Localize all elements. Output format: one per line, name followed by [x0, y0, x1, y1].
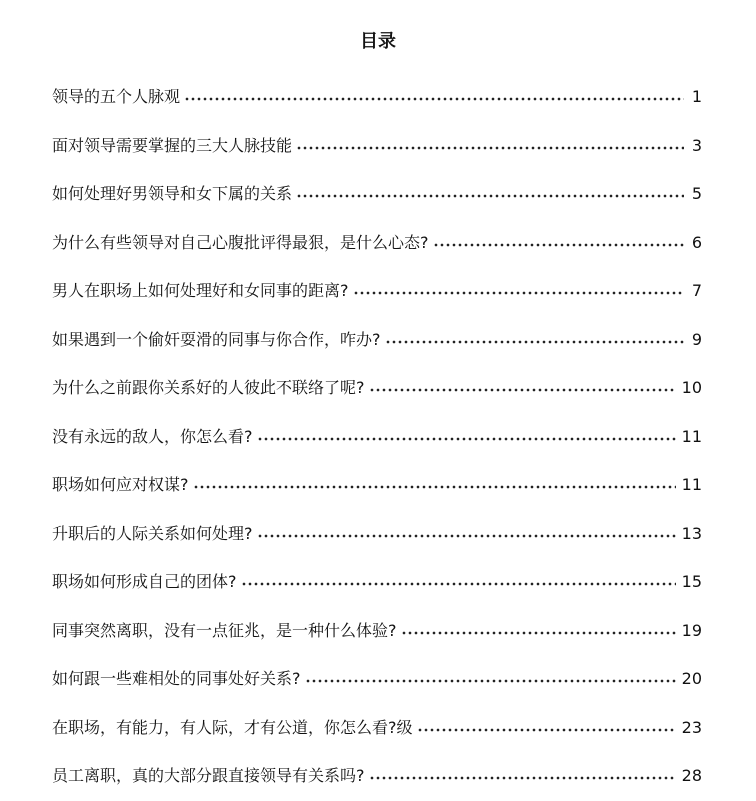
dot-leader: [305, 679, 676, 683]
dot-leader: [184, 97, 684, 101]
toc-title: 目录: [360, 31, 396, 52]
toc-entry[interactable]: [52, 122, 702, 171]
dot-leader: [433, 243, 685, 247]
toc-page-number: 20: [681, 669, 702, 689]
toc-entry-text: 如何跟一些难相处的同事处好关系?: [52, 669, 301, 689]
toc-page-number: 3: [691, 135, 702, 155]
toc-entry[interactable]: [52, 655, 702, 704]
toc-entry[interactable]: [52, 170, 702, 219]
toc-entry-text: 领导的五个人脉观: [52, 87, 181, 107]
dot-leader: [369, 388, 676, 392]
toc-page-number: 7: [691, 281, 702, 301]
toc-entry[interactable]: [52, 461, 702, 510]
toc-page-number: 15: [681, 572, 702, 592]
toc-entry[interactable]: [52, 558, 702, 607]
toc-entry[interactable]: [52, 510, 702, 559]
toc-entry[interactable]: [52, 704, 702, 753]
toc-entry-text: 没有永远的敌人，你怎么看?: [52, 426, 253, 446]
toc-entry[interactable]: [52, 219, 702, 268]
toc-page-number: 5: [691, 184, 702, 204]
toc-entry-text: 如果遇到一个偷奸耍滑的同事与你合作，咋办?: [52, 329, 381, 349]
toc-entry-text: 男人在职场上如何处理好和女同事的距离?: [52, 281, 349, 301]
toc-page-number: 10: [681, 378, 702, 398]
toc-entry-text: 职场如何形成自己的团体?: [52, 572, 237, 592]
toc-page-number: 19: [681, 620, 702, 640]
toc-page-number: 9: [691, 329, 702, 349]
toc-entry-text: 面对领导需要掌握的三大人脉技能: [52, 135, 293, 155]
toc-entry[interactable]: [52, 364, 702, 413]
toc-entry-text: 如何处理好男领导和女下属的关系: [52, 184, 293, 204]
toc-entry[interactable]: [52, 752, 702, 801]
toc-list: [52, 73, 702, 801]
dot-leader: [241, 582, 676, 586]
toc-entry-text: 职场如何应对权谋?: [52, 475, 189, 495]
toc-page-number: 23: [681, 717, 702, 737]
toc-entry-text: 同事突然离职，没有一点征兆，是一种什么体验?: [52, 620, 397, 640]
toc-entry-text: 在职场，有能力，有人际，才有公道，你怎么看?级: [52, 717, 413, 737]
toc-entry-text: 升职后的人际关系如何处理?: [52, 523, 253, 543]
toc-entry[interactable]: [52, 413, 702, 462]
dot-leader: [257, 534, 676, 538]
dot-leader: [257, 437, 676, 441]
toc-page-number: 28: [681, 766, 702, 786]
toc-entry[interactable]: [52, 267, 702, 316]
dot-leader: [385, 340, 685, 344]
dot-leader: [193, 485, 676, 489]
toc-page-number: 6: [691, 232, 702, 252]
dot-leader: [296, 194, 684, 198]
toc-entry-text: 员工离职，真的大部分跟直接领导有关系吗?: [52, 766, 365, 786]
toc-entry[interactable]: [52, 73, 702, 122]
dot-leader: [296, 146, 684, 150]
toc-page-number: 13: [681, 523, 702, 543]
toc-page-number: 1: [691, 87, 702, 107]
toc-page-number: 11: [681, 475, 702, 495]
dot-leader: [353, 291, 685, 295]
toc-entry[interactable]: [52, 607, 702, 656]
dot-leader: [369, 776, 676, 780]
toc-entry-text: 为什么有些领导对自己心腹批评得最狠，是什么心态?: [52, 232, 429, 252]
dot-leader: [417, 728, 676, 732]
toc-entry[interactable]: [52, 316, 702, 365]
dot-leader: [401, 631, 676, 635]
toc-page-number: 11: [681, 426, 702, 446]
toc-entry-text: 为什么之前跟你关系好的人彼此不联络了呢?: [52, 378, 365, 398]
